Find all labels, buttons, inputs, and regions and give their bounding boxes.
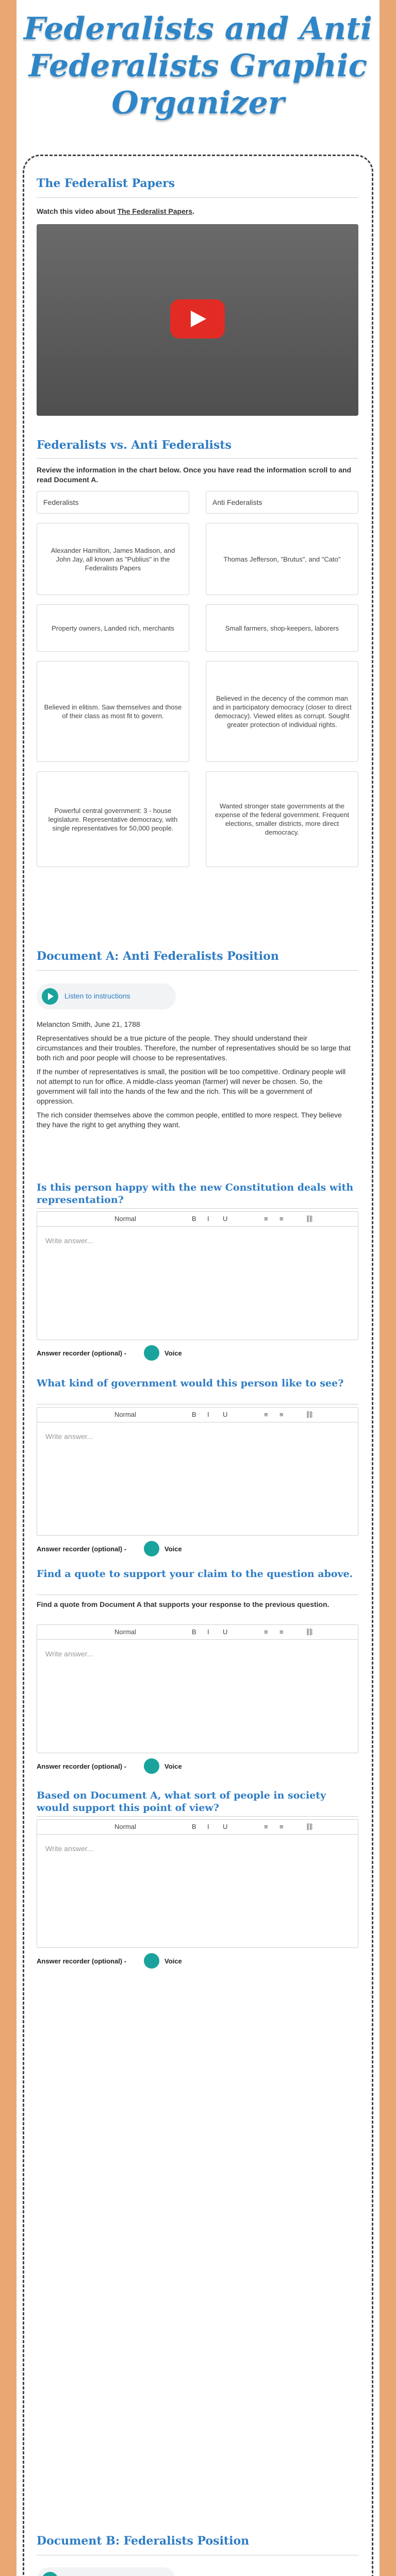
- toolbar-button[interactable]: I: [207, 1411, 209, 1418]
- editor-toolbar: [37, 1212, 358, 1227]
- video-player[interactable]: [37, 224, 358, 416]
- answer-editor[interactable]: [37, 1819, 358, 1948]
- audio-label: Listen to instructions: [64, 992, 130, 1000]
- byline: Melancton Smith, June 21, 1788: [37, 1020, 140, 1028]
- divider: [37, 458, 358, 459]
- compare-header-cell: Anti Federalists: [206, 491, 358, 514]
- question-title: What kind of government would this person like to see?: [37, 1378, 344, 1389]
- toolbar-button[interactable]: U: [223, 1411, 228, 1418]
- compare-cell: Small farmers, shop-keepers, laborers: [206, 604, 358, 652]
- mic-icon[interactable]: [144, 1758, 159, 1774]
- question-title: Based on Document A, what sort of people in society would support this point of view?: [37, 1790, 326, 1814]
- compare-header-cell: Federalists: [37, 491, 189, 514]
- divider: [37, 197, 358, 198]
- doc-a-passage: [37, 1020, 351, 1134]
- editor-toolbar: [37, 1625, 358, 1640]
- papers-instruction: [37, 207, 356, 216]
- toolbar-button[interactable]: ≡: [264, 1823, 268, 1831]
- compare-cell: Believed in the decency of the common man and in participatory democracy (closer to direct democracy). Viewed elites as corrupt. Sought greater protection of individual rights.: [206, 661, 358, 762]
- papers-title: The Federalist Papers: [37, 177, 175, 190]
- play-icon[interactable]: [170, 299, 225, 338]
- answer-placeholder: Write answer...: [45, 1650, 93, 1658]
- mic-icon[interactable]: [144, 1953, 159, 1969]
- doc-a-title: Document A: Anti Federalists Position: [37, 950, 279, 963]
- toolbar-button[interactable]: ≡: [264, 1215, 268, 1223]
- toolbar-button[interactable]: B: [192, 1215, 196, 1223]
- answer-editor[interactable]: [37, 1211, 358, 1340]
- toolbar-button[interactable]: I: [207, 1215, 209, 1223]
- question-title: Is this person happy with the new Constitution deals with representation?: [37, 1182, 354, 1206]
- recorder-label: Answer recorder (optional) -: [37, 1349, 127, 1357]
- toolbar-button[interactable]: ⛓: [305, 1411, 314, 1418]
- mic-icon[interactable]: [144, 1541, 159, 1556]
- toolbar-button[interactable]: U: [223, 1215, 228, 1223]
- voice-label: Voice: [164, 1957, 182, 1965]
- compare-title: Federalists vs. Anti Federalists: [37, 438, 232, 452]
- editor-toolbar: [37, 1820, 358, 1835]
- answer-placeholder: Write answer...: [45, 1432, 93, 1440]
- voice-label: Voice: [164, 1349, 182, 1357]
- toolbar-button[interactable]: U: [223, 1628, 228, 1636]
- toolbar-button[interactable]: Normal: [114, 1411, 136, 1418]
- mic-icon[interactable]: [144, 1345, 159, 1361]
- toolbar-button[interactable]: I: [207, 1628, 209, 1636]
- voice-label: Voice: [164, 1545, 182, 1553]
- question-instruction: Find a quote from Document A that supports your response to the previous question.: [37, 1600, 329, 1608]
- toolbar-button[interactable]: U: [223, 1823, 228, 1831]
- answer-placeholder: Write answer...: [45, 1844, 93, 1853]
- toolbar-button[interactable]: B: [192, 1628, 196, 1636]
- toolbar-button[interactable]: B: [192, 1823, 196, 1831]
- video-link[interactable]: The Federalist Papers: [117, 207, 193, 215]
- paragraph: The rich consider themselves above the common people, entitled to more respect. They believe they have the right to get anything they want.: [37, 1111, 342, 1129]
- toolbar-button[interactable]: Normal: [114, 1628, 136, 1636]
- divider: [37, 1816, 358, 1817]
- toolbar-button[interactable]: ⛓: [305, 1215, 314, 1223]
- organizer-card: [23, 155, 373, 2576]
- divider: [37, 970, 358, 971]
- toolbar-button[interactable]: ≡: [279, 1411, 284, 1418]
- compare-cell: Believed in elitism. Saw themselves and those of their class as most fit to govern.: [37, 661, 189, 762]
- answer-editor[interactable]: [37, 1624, 358, 1753]
- toolbar-button[interactable]: ≡: [264, 1628, 268, 1636]
- paragraph: If the number of representatives is small, the position will be too competitive. Ordinary people will not attempt to run for office. A middle-class yeoman (farmer) will never be chosen. So, the government will fall into the hands of the few and the rich. This will be a government of oppression.: [37, 1067, 346, 1105]
- toolbar-button[interactable]: ⛓: [305, 1628, 314, 1636]
- compare-cell: Powerful central government: 3 - house legislature. Representative democracy, with single representatives for 50,000 people.: [37, 771, 189, 867]
- compare-instruction: Review the information in the chart below. Once you have read the information scroll to and read Document A.: [37, 466, 352, 484]
- toolbar-button[interactable]: ⛓: [305, 1823, 314, 1831]
- divider: [37, 1208, 358, 1209]
- instruction-prefix: Watch this video about: [37, 207, 116, 215]
- compare-cell: Thomas Jefferson, "Brutus", and "Cato": [206, 523, 358, 595]
- toolbar-button[interactable]: ≡: [264, 1411, 268, 1418]
- play-icon[interactable]: [42, 988, 58, 1005]
- instruction-suffix: .: [192, 207, 195, 215]
- answer-editor[interactable]: [37, 1407, 358, 1536]
- paragraph: Representatives should be a true picture of the people. They should understand their circumstances and their troubles. Therefore, the number of representatives should be so large that both rich and poor people will choose to be representatives.: [37, 1034, 351, 1062]
- toolbar-button[interactable]: B: [192, 1411, 196, 1418]
- toolbar-button[interactable]: Normal: [114, 1215, 136, 1223]
- compare-cell: Property owners, Landed rich, merchants: [37, 604, 189, 652]
- header: [0, 0, 396, 144]
- compare-cell: Alexander Hamilton, James Madison, and John Jay, all known as "Publius" in the Federalists Papers: [37, 523, 189, 595]
- answer-placeholder: Write answer...: [45, 1236, 93, 1245]
- editor-toolbar: [37, 1408, 358, 1422]
- play-icon[interactable]: [42, 2572, 58, 2576]
- toolbar-button[interactable]: ≡: [279, 1215, 284, 1223]
- question-title: Find a quote to support your claim to the question above.: [37, 1568, 353, 1580]
- voice-label: Voice: [164, 1762, 182, 1770]
- left-border: [0, 0, 16, 2576]
- recorder-label: Answer recorder (optional) -: [37, 1545, 127, 1553]
- page-title: Federalists and Anti Federalists Graphic Organizer: [24, 11, 372, 121]
- toolbar-button[interactable]: ≡: [279, 1628, 284, 1636]
- doc-b-title: Document B: Federalists Position: [37, 2534, 250, 2548]
- recorder-label: Answer recorder (optional) -: [37, 1762, 127, 1770]
- doc-b-audio[interactable]: [37, 2567, 176, 2576]
- toolbar-button[interactable]: Normal: [114, 1823, 136, 1831]
- doc-a-audio[interactable]: [37, 984, 176, 1009]
- toolbar-button[interactable]: I: [207, 1823, 209, 1831]
- compare-cell: Wanted stronger state governments at the expense of the federal government. Frequent elections, smaller districts, more direct democracy.: [206, 771, 358, 867]
- toolbar-button[interactable]: ≡: [279, 1823, 284, 1831]
- recorder-label: Answer recorder (optional) -: [37, 1957, 127, 1965]
- right-border: [380, 0, 396, 2576]
